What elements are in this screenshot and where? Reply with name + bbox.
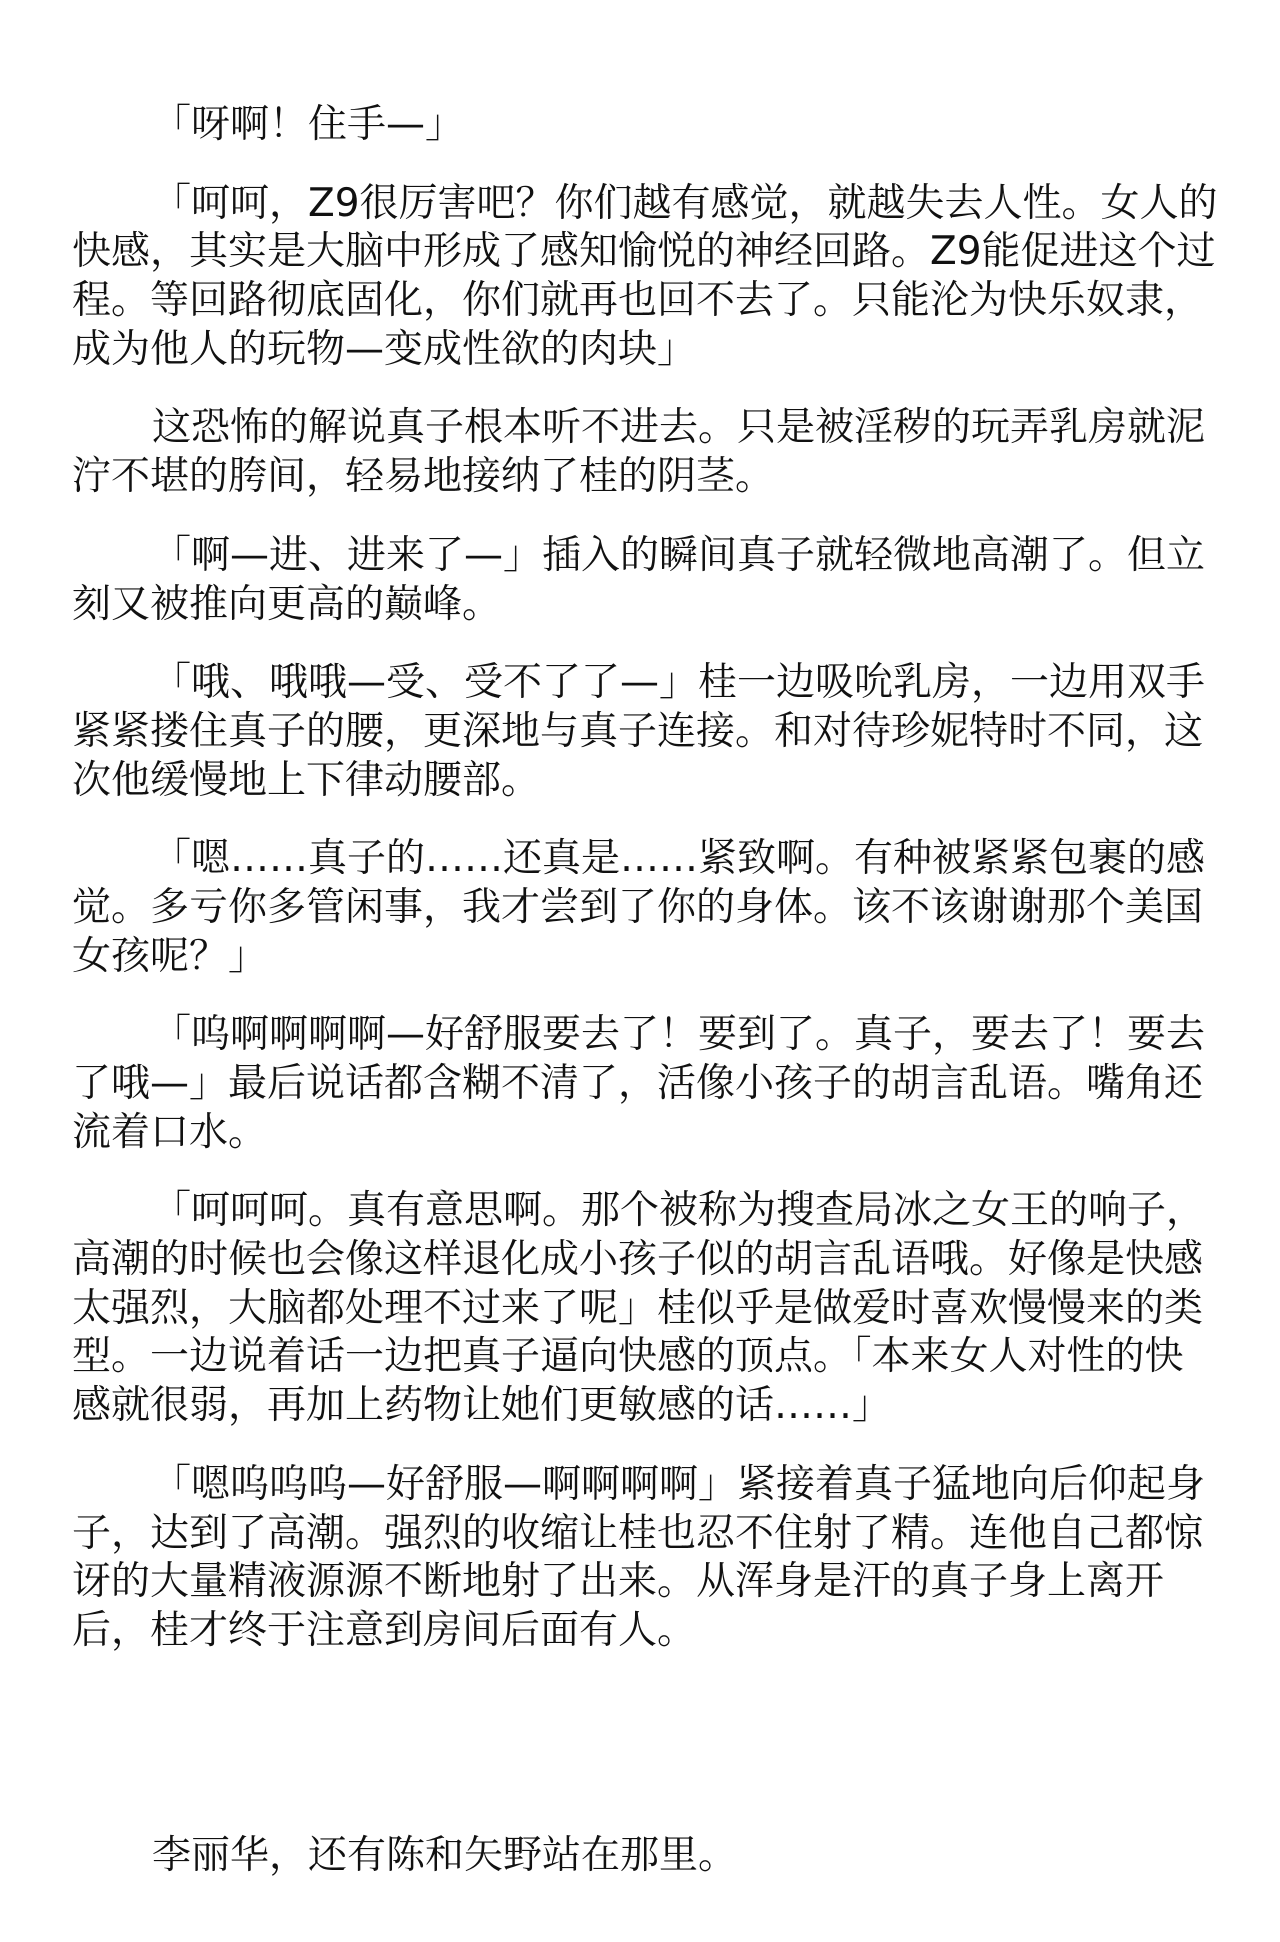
paragraph	[72, 1187, 1232, 1430]
text-line: 刻又被推向更高的巅峰。	[72, 581, 502, 627]
text-line: 「呜啊啊啊啊—好舒服要去了！要到了。真子，要去了！要去	[152, 1012, 1206, 1058]
paragraph	[72, 659, 1232, 805]
paragraph	[72, 1461, 1232, 1656]
text-line: 「嗯……真子的……还真是……紧致啊。有种被紧紧包裹的感	[152, 836, 1206, 882]
paragraph	[72, 532, 1232, 629]
text-line: 「呵呵呵。真有意思啊。那个被称为搜查局冰之女王的响子，	[152, 1188, 1206, 1234]
text-line: 感就很弱，再加上药物让她们更敏感的话……」	[72, 1383, 892, 1429]
paragraph	[72, 1011, 1232, 1157]
text-line: 型。一边说着话一边把真子逼向快感的顶点。「本来女人对性的快	[72, 1334, 1184, 1380]
text-line: 后，桂才终于注意到房间后面有人。	[72, 1607, 697, 1653]
text-line: 高潮的时候也会像这样退化成小孩子似的胡言乱语哦。好像是快感	[72, 1237, 1204, 1283]
paragraph	[72, 404, 1232, 501]
text-line: 「哦、哦哦—受、受不了了—」桂一边吸吮乳房，一边用双手	[152, 660, 1206, 706]
text-line: 「呀啊！住手—」	[152, 102, 465, 147]
text-line: 成为他人的玩物—变成性欲的肉块」	[72, 326, 697, 372]
text-line: 了哦—」最后说话都含糊不清了，活像小孩子的胡言乱语。嘴角还	[72, 1061, 1204, 1106]
text-line: 流着口水。	[72, 1109, 268, 1155]
text-line: 李丽华，还有陈和矢野站在那里。	[152, 1832, 738, 1878]
document-page	[72, 101, 1232, 1910]
paragraph	[72, 101, 1232, 150]
text-line: 泞不堪的胯间，轻易地接纳了桂的阴茎。	[72, 454, 775, 500]
text-line: 觉。多亏你多管闲事，我才尝到了你的身体。该不该谢谢那个美国	[72, 884, 1204, 930]
text-line: 次他缓慢地上下律动腰部。	[72, 757, 541, 803]
paragraph	[72, 835, 1232, 981]
text-line: 「啊—进、进来了—」插入的瞬间真子就轻微地高潮了。但立	[152, 532, 1206, 578]
text-line: 女孩呢？」	[72, 933, 268, 979]
paragraph	[72, 1832, 1232, 1881]
text-line: 紧紧搂住真子的腰，更深地与真子连接。和对待珍妮特时不同，这	[72, 708, 1204, 754]
text-line: 快感，其实是大脑中形成了感知愉悦的神经回路。Z9能促进这个过	[72, 229, 1216, 275]
text-line: 讶的大量精液源源不断地射了出来。从浑身是汗的真子身上离开	[72, 1559, 1165, 1605]
text-line: 「呵呵，Z9很厉害吧？你们越有感觉，就越失去人性。女人的	[152, 180, 1218, 226]
text-line: 「嗯呜呜呜—好舒服—啊啊啊啊」紧接着真子猛地向后仰起身	[152, 1461, 1206, 1507]
text-line: 程。等回路彻底固化，你们就再也回不去了。只能沦为快乐奴隶，	[72, 278, 1204, 324]
text-line: 太强烈，大脑都处理不过来了呢」桂似乎是做爱时喜欢慢慢来的类	[72, 1285, 1204, 1331]
text-line: 这恐怖的解说真子根本听不进去。只是被淫秽的玩弄乳房就泥	[152, 405, 1206, 451]
paragraph	[72, 180, 1232, 375]
text-line: 子，达到了高潮。强烈的收缩让桂也忍不住射了精。连他自己都惊	[72, 1510, 1204, 1556]
